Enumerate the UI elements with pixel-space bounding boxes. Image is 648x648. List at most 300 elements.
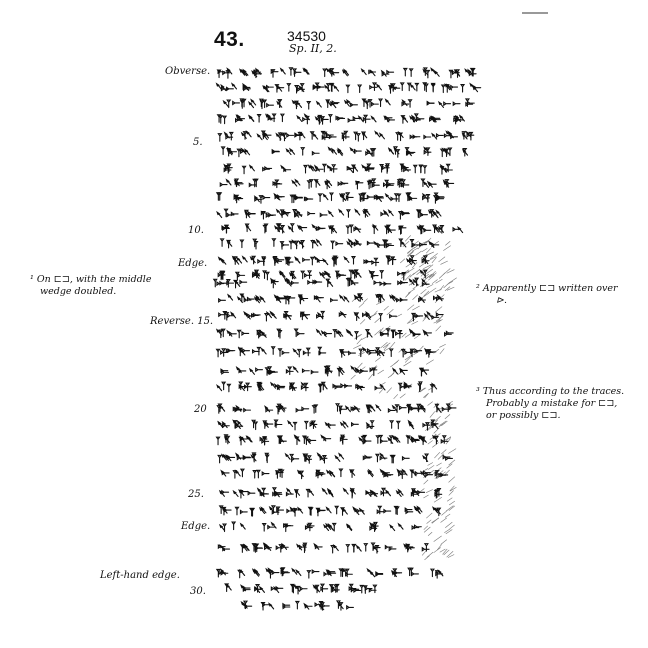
cuneiform-wedge (392, 295, 397, 300)
damage-hatch-stroke (422, 248, 427, 251)
cuneiform-wedge (328, 424, 335, 427)
damage-hatch-stroke (449, 491, 454, 496)
damage-hatch-stroke (434, 428, 440, 434)
cuneiform-wedge (358, 85, 361, 93)
damage-hatch-stroke (406, 292, 410, 297)
damage-hatch-stroke (439, 344, 445, 347)
cuneiform-wedge (355, 210, 360, 215)
cuneiform-line (218, 131, 473, 141)
damage-hatch-stroke (450, 486, 455, 491)
museum-number: 34530 (287, 28, 326, 44)
cuneiform-wedge (222, 371, 229, 374)
cuneiform-wedge (334, 86, 339, 91)
cuneiform-wedge (347, 210, 350, 218)
cuneiform-wedge (286, 454, 291, 459)
cuneiform-wedge (438, 571, 443, 576)
cuneiform-wedge (223, 524, 226, 532)
cuneiform-line (218, 420, 438, 430)
cuneiform-wedge (427, 102, 434, 105)
cuneiform-wedge (410, 69, 413, 77)
damage-hatch-stroke (425, 426, 432, 431)
cuneiform-wedge (371, 421, 374, 429)
cuneiform-wedge (240, 240, 243, 248)
cuneiform-wedge (328, 281, 333, 286)
footnote-right-1-line: ² Apparently ⊏⊐ written over (476, 283, 618, 294)
cuneiform-wedge (283, 606, 290, 609)
cuneiform-line (218, 543, 429, 553)
damage-hatch-stroke (435, 307, 442, 313)
cuneiform-wedge (331, 299, 338, 302)
damage-hatch-stroke (427, 552, 433, 557)
damage-hatch-stroke (441, 518, 447, 523)
cuneiform-wedge (388, 438, 393, 443)
cuneiform-wedge (360, 585, 363, 593)
damage-hatch-stroke (351, 375, 356, 379)
cuneiform-wedge (228, 295, 233, 300)
cuneiform-wedge (419, 165, 422, 173)
cuneiform-wedge (364, 544, 367, 552)
cuneiform-wedge (368, 181, 371, 189)
cuneiform-wedge (406, 510, 413, 513)
cuneiform-line (221, 469, 447, 479)
damage-hatch-stroke (441, 511, 447, 516)
cuneiform-wedge (329, 135, 336, 138)
damage-hatch-stroke (387, 388, 392, 393)
footnote-right-2-line: or possibly ⊏⊐. (486, 410, 561, 421)
footnote-right-1-line: ⊳. (496, 295, 507, 306)
damage-hatch-stroke (427, 520, 432, 524)
damage-hatch-stroke (408, 268, 414, 272)
damage-hatch-stroke (391, 371, 396, 376)
cuneiform-wedge (329, 211, 334, 216)
cuneiform-wedge (281, 114, 284, 122)
damage-hatch-stroke (447, 270, 455, 274)
damage-hatch-stroke (436, 326, 441, 331)
cuneiform-wedge (279, 349, 282, 357)
cuneiform-wedge (305, 421, 308, 429)
footnote-right-2-line: ³ Thus according to the traces. (476, 386, 625, 397)
cuneiform-wedge (272, 571, 279, 574)
cuneiform-wedge (370, 571, 375, 576)
cuneiform-wedge (367, 196, 374, 199)
cuneiform-wedge (222, 382, 225, 390)
cuneiform-wedge (262, 472, 269, 475)
damage-hatch-stroke (445, 241, 450, 245)
damage-hatch-stroke (440, 261, 447, 264)
damage-hatch-stroke (421, 289, 427, 294)
cuneiform-wedge (447, 182, 454, 185)
damage-hatch-stroke (378, 370, 384, 374)
cuneiform-wedge (238, 274, 245, 277)
cuneiform-wedge (346, 85, 349, 93)
cuneiform-wedge (378, 244, 385, 247)
cuneiform-wedge (308, 271, 311, 279)
cuneiform-wedge (241, 524, 246, 529)
cuneiform-line (217, 209, 441, 219)
cuneiform-wedge (254, 422, 257, 430)
damage-hatch-stroke (396, 314, 402, 317)
cuneiform-wedge (262, 440, 269, 443)
damage-hatch-stroke (434, 548, 441, 553)
damage-hatch-stroke (403, 361, 411, 366)
cuneiform-wedge (295, 180, 300, 185)
cuneiform-wedge (344, 489, 349, 494)
cuneiform-wedge (369, 351, 376, 354)
cuneiform-line (217, 568, 443, 578)
damage-hatch-stroke (438, 257, 445, 262)
cuneiform-wedge (296, 601, 299, 609)
cuneiform-wedge (388, 409, 395, 412)
cuneiform-wedge (222, 491, 229, 494)
damage-hatch-stroke (412, 306, 419, 310)
cuneiform-wedge (349, 270, 352, 278)
damage-hatch-stroke (374, 330, 380, 336)
cuneiform-wedge (336, 404, 339, 412)
damage-hatch-stroke (373, 311, 377, 316)
cuneiform-wedge (384, 510, 391, 513)
cuneiform-wedge (231, 313, 236, 318)
cuneiform-wedge (303, 258, 310, 261)
cuneiform-wedge (237, 149, 240, 157)
cuneiform-wedge (323, 194, 328, 199)
cuneiform-wedge (308, 212, 315, 215)
cuneiform-wedge (243, 257, 248, 262)
cuneiform-wedge (346, 226, 349, 234)
cuneiform-wedge (415, 83, 418, 91)
cuneiform-wedge (311, 257, 314, 265)
cuneiform-wedge (409, 100, 412, 108)
damage-hatch-stroke (427, 284, 433, 287)
tablet-reference: Sp. II, 2. (289, 42, 337, 55)
cuneiform-wedge (287, 134, 294, 137)
cuneiform-wedge (297, 102, 302, 107)
cuneiform-wedge (307, 348, 310, 356)
label-line-20: 20 (194, 404, 207, 415)
cuneiform-wedge (266, 272, 269, 280)
cuneiform-wedge (331, 241, 334, 249)
cuneiform-wedge (301, 271, 304, 279)
cuneiform-wedge (219, 299, 226, 302)
cuneiform-wedge (350, 225, 353, 233)
cuneiform-wedge (355, 332, 358, 340)
damage-hatch-stroke (444, 529, 450, 533)
cuneiform-wedge (329, 115, 332, 123)
damage-hatch-stroke (434, 349, 439, 353)
cuneiform-wedge (272, 347, 275, 355)
cuneiform-line (217, 435, 448, 445)
cuneiform-wedge (339, 454, 344, 459)
cuneiform-wedge (367, 150, 372, 155)
damage-hatch-stroke (426, 513, 432, 518)
cuneiform-wedge (309, 490, 314, 495)
cuneiform-wedge (263, 524, 266, 532)
cuneiform-wedge (230, 132, 233, 140)
cuneiform-wedge (226, 71, 229, 79)
damage-hatch-stroke (420, 489, 424, 492)
cuneiform-wedge (309, 439, 316, 442)
damage-hatch-stroke (375, 357, 381, 361)
cuneiform-wedge (232, 522, 235, 530)
cuneiform-wedge (390, 421, 393, 429)
cuneiform-wedge (431, 569, 434, 577)
cuneiform-wedge (352, 544, 355, 552)
footnote-left-line: ¹ On ⊏⊐, with the middle (30, 274, 152, 285)
cuneiform-wedge (293, 367, 298, 372)
cuneiform-line (218, 270, 427, 280)
damage-hatch-stroke (412, 295, 417, 300)
cuneiform-line (214, 278, 429, 288)
cuneiform-wedge (439, 102, 444, 107)
damage-hatch-stroke (446, 529, 452, 533)
cuneiform-wedge (282, 243, 289, 246)
cuneiform-wedge (267, 86, 274, 89)
cuneiform-wedge (266, 423, 273, 426)
cuneiform-wedge (444, 102, 451, 105)
cuneiform-wedge (277, 86, 282, 91)
damage-hatch-stroke (428, 402, 433, 406)
cuneiform-wedge (344, 257, 349, 262)
cuneiform-wedge (272, 313, 277, 318)
label-edge-1: Edge. (178, 258, 208, 269)
damage-hatch-stroke (400, 394, 406, 398)
cuneiform-wedge (437, 134, 444, 137)
cuneiform-wedge (380, 134, 385, 139)
footnote-right-2-line: Probably a mistake for ⊏⊐, (486, 398, 618, 409)
cuneiform-wedge (402, 349, 405, 357)
damage-hatch-stroke (446, 506, 453, 511)
cuneiform-wedge (218, 134, 221, 142)
damage-hatch-stroke (424, 480, 428, 484)
cuneiform-wedge (265, 314, 268, 322)
cuneiform-wedge (343, 509, 348, 514)
cuneiform-wedge (344, 131, 347, 139)
cuneiform-wedge (398, 331, 401, 339)
damage-hatch-stroke (449, 477, 455, 483)
cuneiform-wedge (263, 271, 266, 279)
cuneiform-wedge (363, 348, 368, 353)
cuneiform-wedge (336, 242, 343, 245)
cuneiform-wedge (390, 349, 393, 357)
damage-hatch-stroke (357, 363, 362, 368)
cuneiform-wedge (346, 406, 351, 411)
cuneiform-wedge (453, 102, 460, 105)
damage-hatch-stroke (447, 287, 454, 290)
cuneiform-wedge (344, 297, 349, 302)
cuneiform-wedge (300, 587, 307, 590)
cuneiform-wedge (289, 68, 292, 76)
damage-hatch-stroke (432, 442, 438, 447)
cuneiform-wedge (317, 330, 322, 335)
cuneiform-line (222, 224, 463, 234)
cuneiform-wedge (387, 329, 390, 337)
cuneiform-wedge (317, 240, 322, 245)
damage-hatch-stroke (353, 345, 361, 349)
cuneiform-wedge (425, 84, 428, 92)
cuneiform-wedge (376, 436, 379, 444)
cuneiform-wedge (242, 332, 249, 335)
cuneiform-wedge (303, 351, 310, 354)
damage-hatch-stroke (434, 497, 442, 502)
label-obverse: Obverse. (165, 66, 211, 77)
cuneiform-wedge (335, 456, 340, 461)
cuneiform-line (218, 114, 465, 124)
cuneiform-wedge (224, 509, 231, 512)
damage-hatch-stroke (432, 279, 438, 283)
damage-hatch-stroke (440, 295, 444, 299)
damage-hatch-stroke (375, 318, 381, 323)
cuneiform-wedge (262, 349, 267, 354)
cuneiform-wedge (437, 508, 440, 515)
cuneiform-wedge (311, 371, 318, 374)
cuneiform-line (242, 601, 354, 610)
cuneiform-wedge (313, 406, 316, 414)
cuneiform-wedge (387, 71, 394, 74)
damage-hatch-stroke (440, 285, 444, 290)
cuneiform-wedge (458, 227, 463, 232)
cuneiform-wedge (256, 368, 263, 371)
damage-hatch-stroke (449, 501, 455, 505)
cuneiform-line (218, 68, 477, 78)
damage-hatch-stroke (447, 551, 453, 557)
cuneiform-wedge (404, 68, 407, 76)
cuneiform-wedge (234, 491, 239, 496)
cuneiform-wedge (390, 315, 397, 318)
cuneiform-wedge (395, 194, 398, 202)
cuneiform-wedge (235, 507, 238, 515)
cuneiform-wedge (290, 241, 293, 249)
cuneiform-wedge (294, 422, 297, 430)
cuneiform-wedge (298, 508, 303, 513)
cuneiform-wedge (221, 259, 226, 264)
plate-number: 43. (214, 28, 245, 51)
cuneiform-wedge (366, 491, 371, 496)
cuneiform-wedge (360, 509, 365, 514)
cuneiform-wedge (352, 257, 355, 265)
cuneiform-wedge (359, 349, 362, 357)
damage-hatch-stroke (394, 394, 398, 399)
damage-hatch-stroke (412, 321, 418, 324)
cuneiform-wedge (295, 241, 298, 249)
cuneiform-wedge (312, 570, 319, 573)
cuneiform-wedge (389, 210, 394, 215)
cuneiform-wedge (373, 83, 376, 91)
damage-hatch-stroke (423, 495, 428, 498)
damage-hatch-stroke (434, 536, 442, 542)
cuneiform-wedge (367, 242, 374, 245)
damage-hatch-stroke (379, 389, 383, 394)
cuneiform-wedge (321, 587, 328, 590)
damage-hatch-stroke (443, 246, 450, 251)
cuneiform-wedge (386, 194, 391, 199)
cuneiform-wedge (240, 281, 247, 284)
cuneiform-wedge (398, 524, 403, 529)
damage-hatch-stroke (424, 527, 430, 532)
cuneiform-wedge (335, 506, 338, 514)
cuneiform-wedge (253, 471, 256, 479)
cuneiform-line (218, 453, 452, 463)
cuneiform-line (219, 311, 443, 321)
cuneiform-wedge (223, 116, 226, 124)
label-line-10: 10. (188, 225, 204, 236)
cuneiform-line (217, 329, 453, 339)
damage-hatch-stroke (430, 253, 438, 259)
label-line-5: 5. (193, 137, 203, 148)
damage-hatch-stroke (426, 360, 433, 365)
cuneiform-wedge (349, 352, 356, 355)
damage-hatch-stroke (435, 416, 441, 421)
cuneiform-wedge (426, 148, 429, 156)
cuneiform-wedge (425, 314, 430, 319)
cuneiform-wedge (238, 570, 241, 578)
damage-hatch-stroke (360, 319, 365, 324)
cuneiform-wedge (384, 211, 389, 216)
cuneiform-wedge (377, 510, 384, 513)
cuneiform-wedge (250, 166, 255, 171)
damage-hatch-stroke (450, 525, 455, 529)
damage-hatch-stroke (357, 339, 362, 345)
cuneiform-wedge (372, 103, 379, 106)
damage-hatch-stroke (426, 490, 433, 493)
damage-hatch-stroke (405, 334, 411, 338)
damage-hatch-stroke (428, 532, 432, 536)
cuneiform-wedge (317, 102, 322, 107)
damage-hatch-stroke (444, 282, 450, 288)
cuneiform-wedge (298, 349, 301, 357)
cuneiform-wedge (376, 454, 379, 462)
cuneiform-wedge (224, 101, 229, 106)
damage-hatch-stroke (426, 248, 430, 253)
cuneiform-wedge (323, 69, 326, 77)
damage-hatch-stroke (431, 518, 438, 523)
cuneiform-wedge (442, 85, 445, 93)
damage-hatch-stroke (441, 540, 447, 545)
cuneiform-wedge (461, 85, 464, 93)
cuneiform-wedge (379, 99, 382, 107)
cuneiform-wedge (347, 606, 354, 609)
damage-hatch-stroke (419, 346, 424, 351)
cuneiform-wedge (346, 545, 349, 553)
cuneiform-wedge (217, 349, 220, 357)
damage-hatch-stroke (384, 306, 389, 310)
label-edge-2: Edge. (181, 521, 211, 532)
cuneiform-wedge (258, 134, 263, 139)
cuneiform-line (219, 294, 444, 304)
cuneiform-wedge (379, 314, 382, 322)
cuneiform-wedge (253, 350, 260, 353)
cuneiform-wedge (370, 406, 375, 411)
damage-hatch-stroke (400, 259, 405, 263)
cuneiform-wedge (263, 196, 270, 199)
cuneiform-line (221, 366, 429, 376)
cuneiform-wedge (424, 229, 431, 232)
cuneiform-wedge (424, 135, 431, 138)
cuneiform-wedge (357, 134, 360, 142)
cuneiform-wedge (403, 117, 408, 122)
cuneiform-wedge (373, 585, 376, 593)
cuneiform-wedge (288, 421, 293, 426)
cuneiform-wedge (386, 490, 391, 495)
cuneiform-wedge (243, 349, 250, 352)
cuneiform-wedge (425, 544, 428, 552)
cuneiform-wedge (308, 181, 311, 189)
cuneiform-wedge (325, 86, 330, 91)
label-line-25: 25. (188, 489, 204, 500)
cuneiform-wedge (297, 332, 304, 335)
cuneiform-wedge (307, 489, 310, 497)
cuneiform-wedge (280, 227, 285, 232)
cuneiform-wedge (236, 471, 241, 476)
label-line-30: 30. (190, 586, 206, 597)
